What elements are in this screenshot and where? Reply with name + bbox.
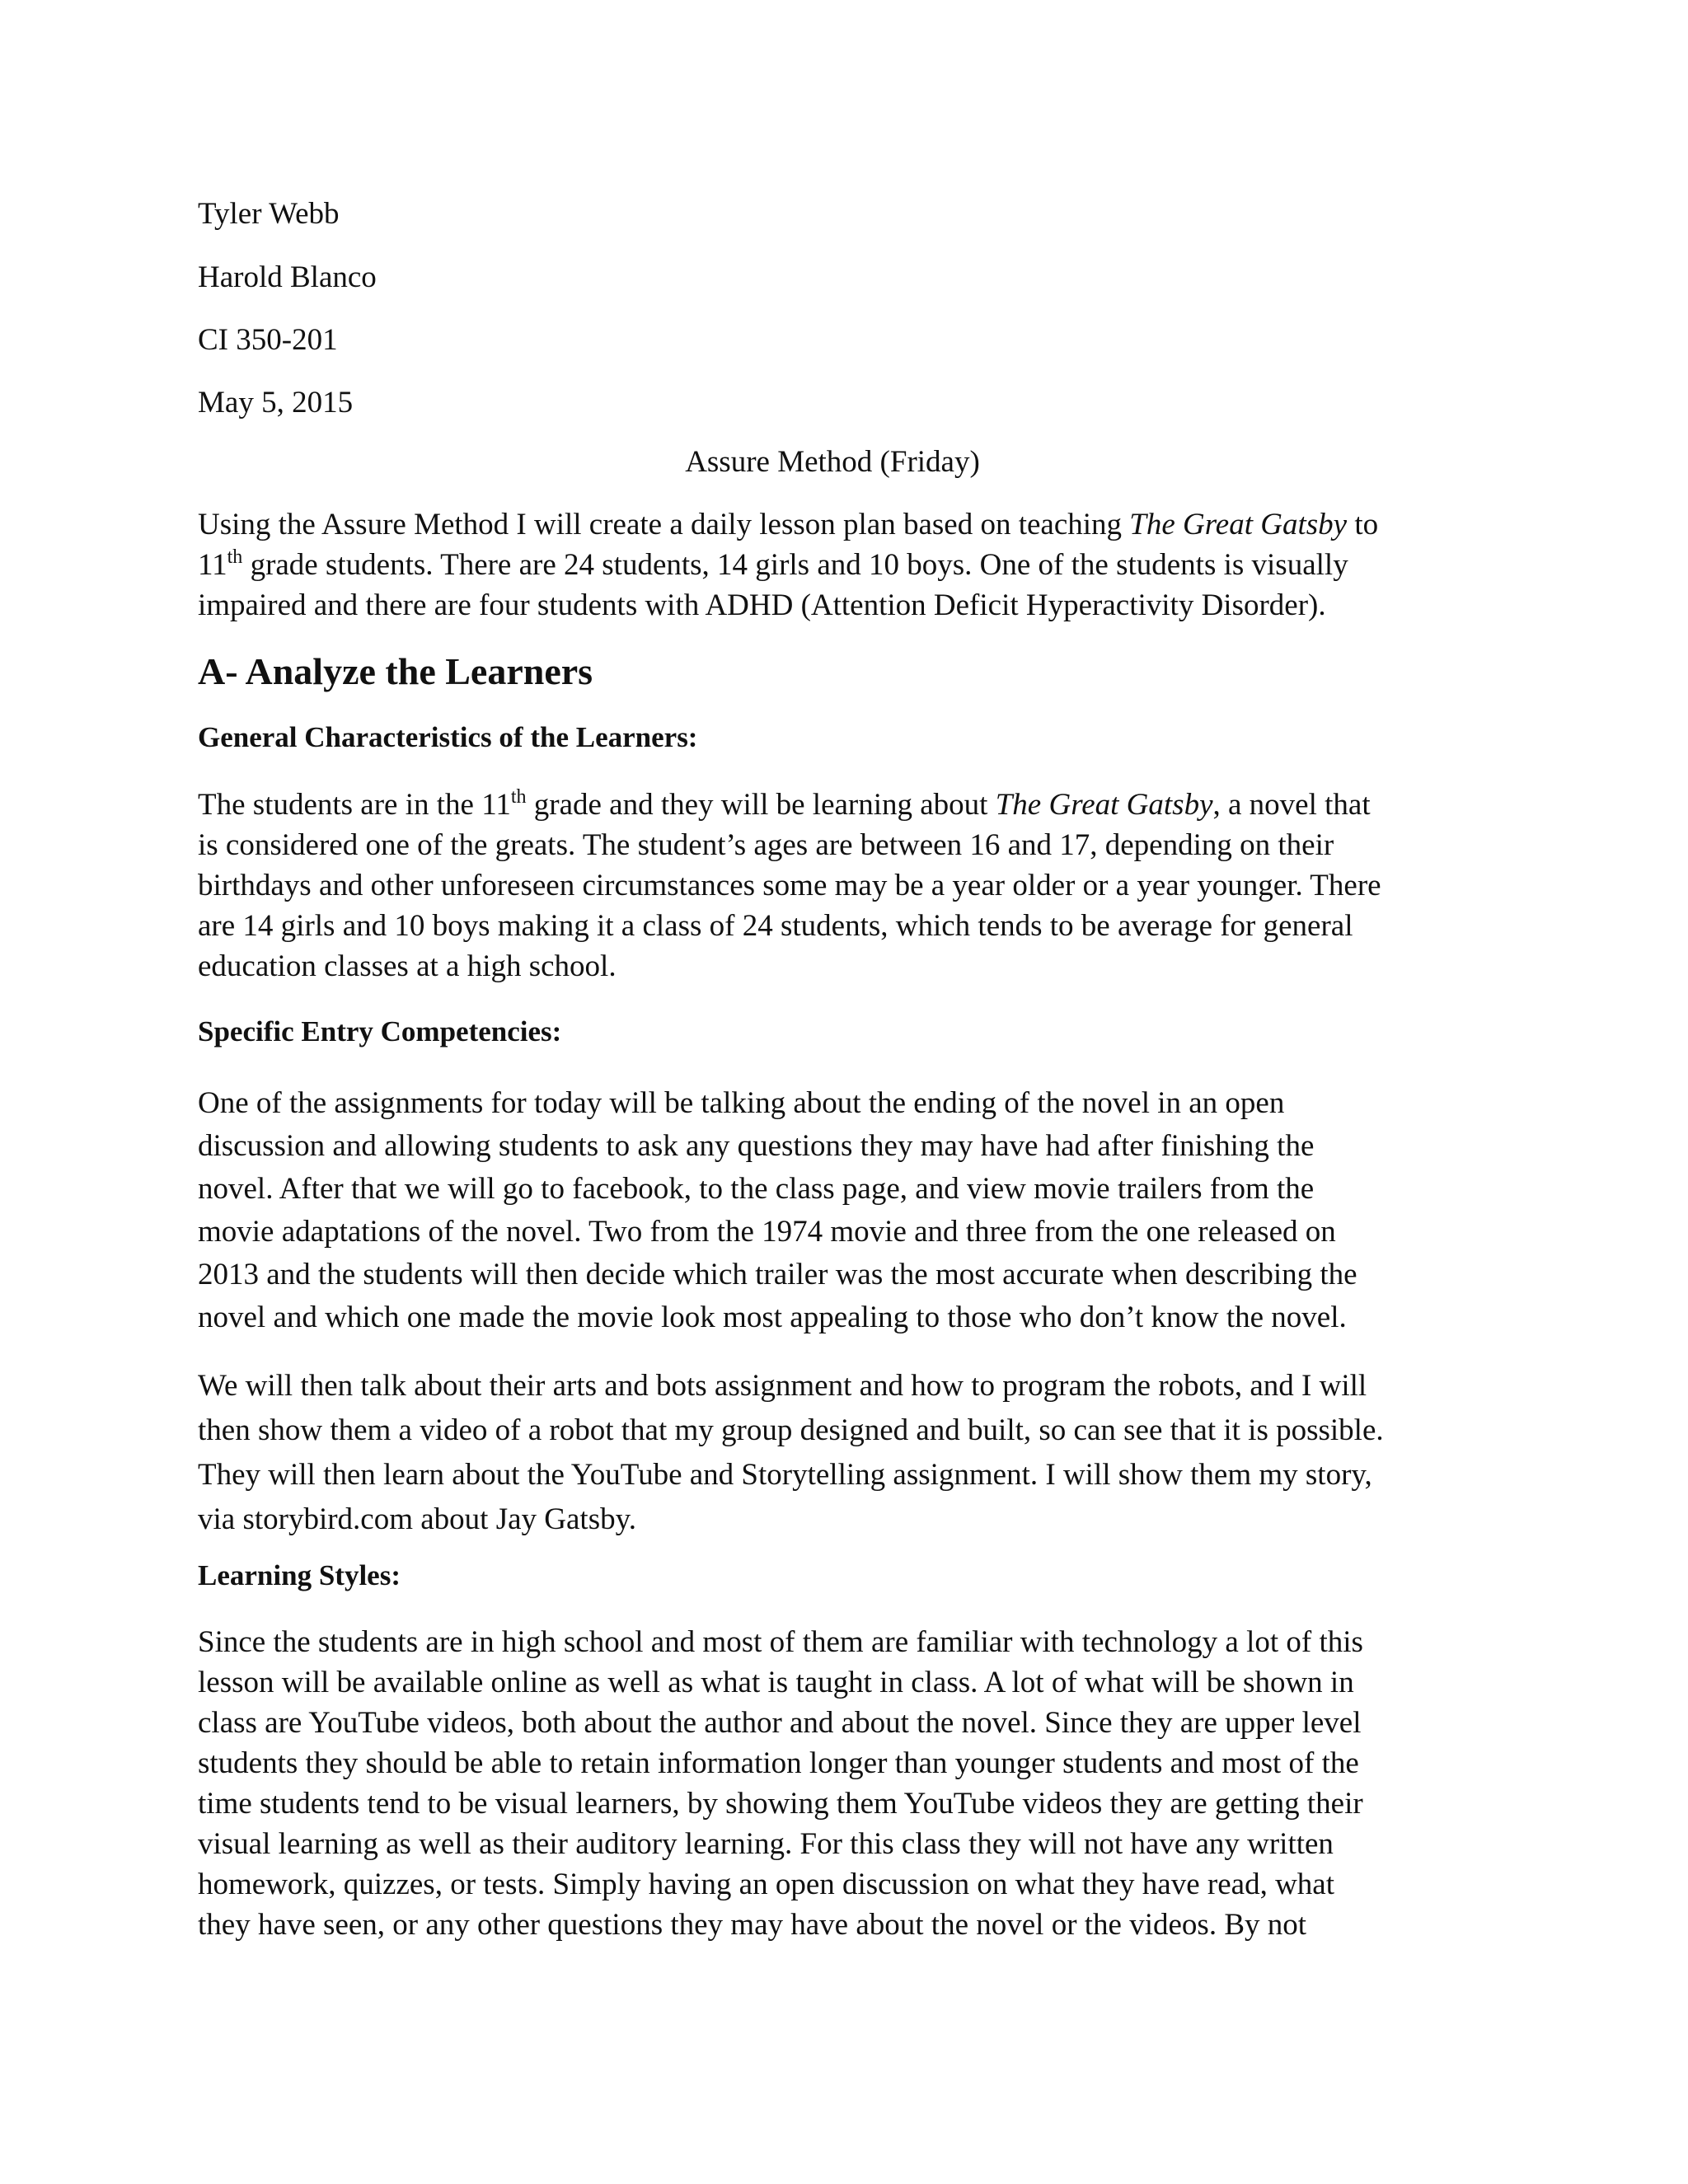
learning-styles-paragraph xyxy=(198,1622,1492,1945)
book-title: The Great Gatsby xyxy=(995,788,1213,822)
course-code: CI 350-201 xyxy=(198,323,338,357)
text-line: movie adaptations of the novel. Two from the 1974 movie and three from the one released on xyxy=(198,1215,1336,1249)
document-date: May 5, 2015 xyxy=(198,386,354,419)
competencies-paragraph-2 xyxy=(198,1364,1492,1542)
text-line: is considered one of the greats. The student’s ages are between 16 and 17, depending on their xyxy=(198,828,1334,862)
book-title: The Great Gatsby xyxy=(1129,508,1348,541)
section-heading-analyze: A- Analyze the Learners xyxy=(198,650,593,692)
document-title: Assure Method (Friday) xyxy=(685,445,980,479)
text-line: are 14 girls and 10 boys making it a class of 24 students, which tends to be average for general xyxy=(198,909,1353,943)
text-line: 11th grade students. There are 24 students, 14 girls and 10 boys. One of the students is visually xyxy=(198,546,1348,582)
text-line: Using the Assure Method I will create a daily lesson plan based on teaching The Great Gatsby to xyxy=(198,508,1379,541)
competencies-paragraph-1 xyxy=(198,1082,1492,1339)
intro-paragraph xyxy=(198,504,1492,626)
subheading-general-characteristics: General Characteristics of the Learners: xyxy=(198,721,698,753)
author-name: Tyler Webb xyxy=(198,197,340,231)
text-line: They will then learn about the YouTube and Storytelling assignment. I will show them my story, xyxy=(198,1458,1372,1492)
text-line: 2013 and the students will then decide which trailer was the most accurate when describing the xyxy=(198,1258,1357,1291)
text-line: novel. After that we will go to facebook, to the class page, and view movie trailers from the xyxy=(198,1172,1315,1206)
text-line: One of the assignments for today will be talking about the ending of the novel in an open xyxy=(198,1086,1285,1120)
instructor-name: Harold Blanco xyxy=(198,260,377,294)
text-line: novel and which one made the movie look most appealing to those who don’t know the novel. xyxy=(198,1301,1347,1334)
text-line: birthdays and other unforeseen circumstances some may be a year older or a year younger. There xyxy=(198,869,1381,902)
text-line: The students are in the 11th grade and they will be learning about The Great Gatsby, a novel that xyxy=(198,786,1371,822)
text-line: visual learning as well as their auditory learning. For this class they will not have any written xyxy=(198,1827,1334,1861)
text-line: Since the students are in high school and most of them are familiar with technology a lot of this xyxy=(198,1625,1363,1659)
text-line: then show them a video of a robot that my group designed and built, so can see that it is possible. xyxy=(198,1413,1384,1447)
text-line: they have seen, or any other questions they may have about the novel or the videos. By not xyxy=(198,1908,1307,1942)
text-line: students they should be able to retain information longer than younger students and most of the xyxy=(198,1746,1359,1780)
text-line: We will then talk about their arts and bots assignment and how to program the robots, and I will xyxy=(198,1369,1367,1403)
text-line: discussion and allowing students to ask any questions they may have had after finishing the xyxy=(198,1129,1315,1163)
text-line: lesson will be available online as well as what is taught in class. A lot of what will be shown in xyxy=(198,1666,1354,1699)
text-line: class are YouTube videos, both about the author and about the novel. Since they are upper level xyxy=(198,1706,1362,1740)
general-characteristics-paragraph xyxy=(198,785,1492,987)
text-line: homework, quizzes, or tests. Simply having an open discussion on what they have read, what xyxy=(198,1868,1334,1901)
subheading-entry-competencies: Specific Entry Competencies: xyxy=(198,1015,562,1047)
text-line: education classes at a high school. xyxy=(198,949,617,983)
text-line: via storybird.com about Jay Gatsby. xyxy=(198,1502,636,1536)
subheading-learning-styles: Learning Styles: xyxy=(198,1559,401,1591)
text-line: time students tend to be visual learners, by showing them YouTube videos they are getting their xyxy=(198,1787,1363,1821)
text-line: impaired and there are four students with ADHD (Attention Deficit Hyperactivity Disorder). xyxy=(198,588,1326,622)
